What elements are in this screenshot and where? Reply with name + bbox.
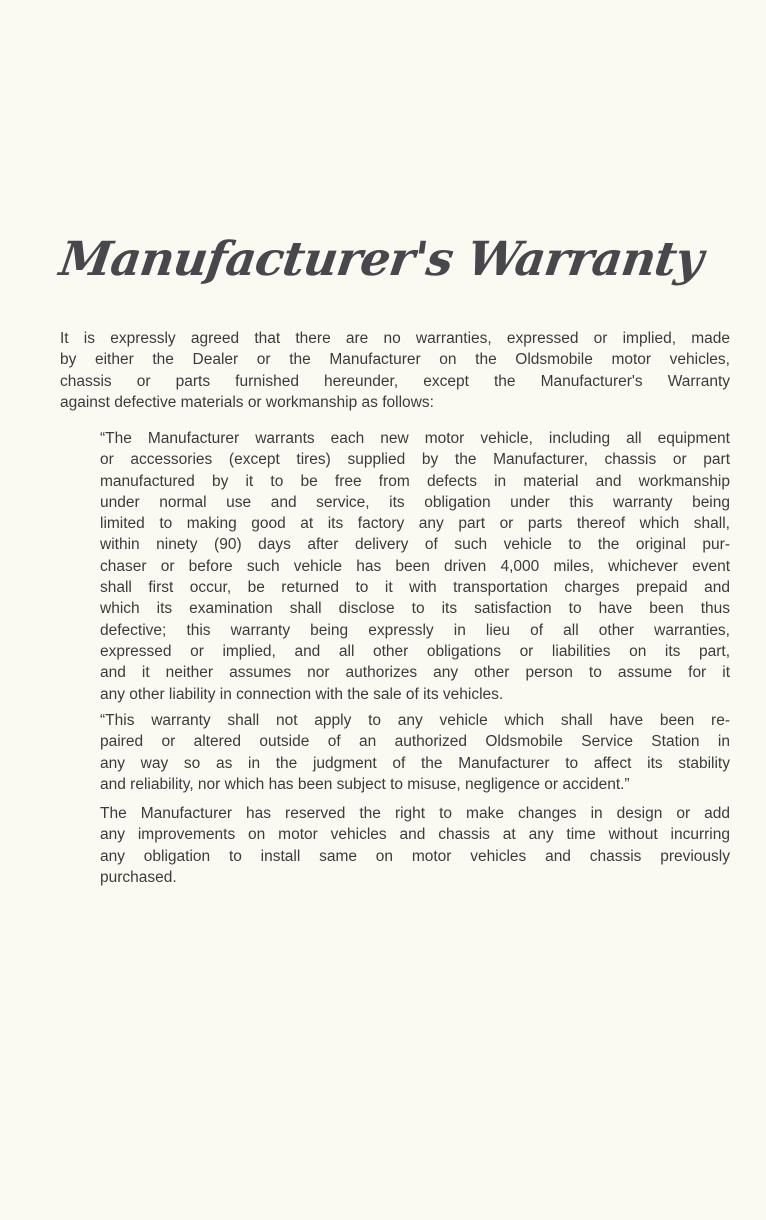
text-line: and it neither assumes nor authorizes any other person to assume for it: [100, 664, 730, 682]
text-line: any obligation to install same on motor vehicles and chassis previously: [100, 847, 730, 865]
text-line: The Manufacturer has reserved the right to make changes in design or add: [100, 805, 730, 822]
text-line: any improvements on motor vehicles and chassis at any time without incurring: [100, 826, 730, 844]
text-line: “This warranty shall not apply to any vehicle which shall have been re-: [100, 712, 730, 729]
text-line: any way so as in the judgment of the Manufacturer to affect its stability: [100, 754, 730, 772]
text-line: paired or altered outside of an authorized Oldsmobile Service Station in: [100, 733, 730, 751]
design-changes-paragraph: [100, 803, 730, 888]
text-line: chassis or parts furnished hereunder, except the Manufacturer's Warranty: [60, 372, 730, 390]
text-line: manufactured by it to be free from defects in material and workmanship: [100, 472, 730, 490]
warranty-exclusion-paragraph: [100, 710, 730, 795]
text-line: It is expressly agreed that there are no warranties, expressed or implied, made: [60, 330, 730, 347]
text-line: or accessories (except tires) supplied by the Manufacturer, chassis or part: [100, 451, 730, 469]
text-line: any other liability in connection with the sale of its vehicles.: [100, 685, 504, 703]
text-line: defective; this warranty being expressly in lieu of all other warranties,: [100, 621, 730, 639]
text-line: “The Manufacturer warrants each new motor vehicle, including all equipment: [100, 430, 730, 447]
text-line: under normal use and service, its obligation under this warranty being: [100, 493, 730, 511]
text-line: expressed or implied, and all other obligations or liabilities on its part,: [100, 642, 730, 660]
text-line: against defective materials or workmanship as follows:: [60, 393, 434, 411]
text-line: which its examination shall disclose to its satisfaction to have been thus: [100, 600, 730, 618]
text-line: limited to making good at its factory any part or parts thereof which shall,: [100, 515, 730, 533]
text-line: chaser or before such vehicle has been driven 4,000 miles, whichever event: [100, 557, 730, 575]
text-line: within ninety (90) days after delivery of such vehicle to the original pur-: [100, 536, 730, 554]
page-title: Manufacturer's Warranty: [56, 232, 706, 287]
text-line: and reliability, nor which has been subject to misuse, negligence or accident.”: [100, 775, 630, 793]
warranty-terms-paragraph: [100, 428, 730, 705]
text-line: by either the Dealer or the Manufacturer on the Oldsmobile motor vehicles,: [60, 351, 730, 369]
intro-paragraph: [60, 328, 730, 413]
text-line: purchased.: [100, 868, 177, 886]
text-line: shall first occur, be returned to it with transportation charges prepaid and: [100, 579, 730, 597]
